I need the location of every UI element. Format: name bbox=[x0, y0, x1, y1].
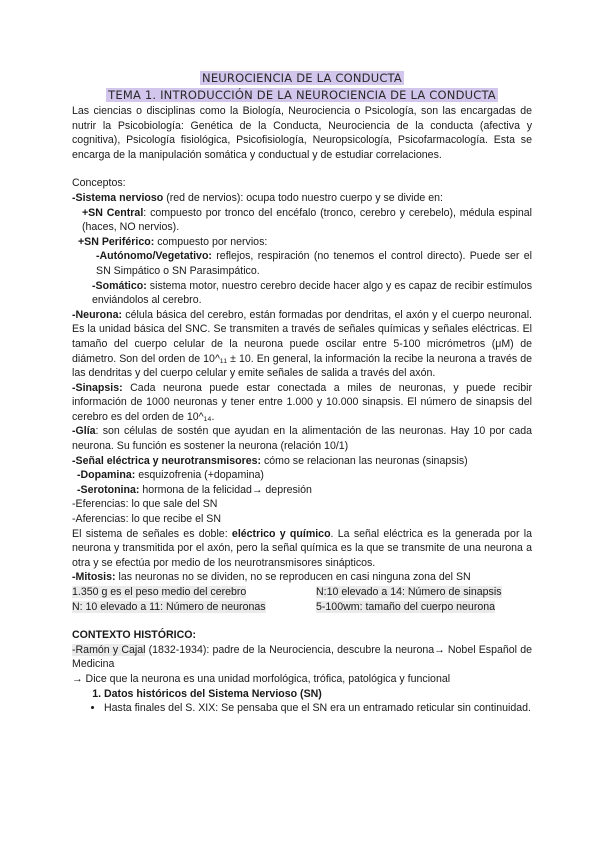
document-title: NEUROCIENCIA DE LA CONDUCTA bbox=[202, 71, 402, 85]
somatico-line: -Somático: sistema motor, nuestro cerebro decide hacer algo y es capaz de recibir estímulos enviándolos al cerebro. bbox=[92, 279, 532, 307]
fact-neuronas: N: 10 elevado a 11: Número de neuronas bbox=[72, 600, 266, 613]
ramon-cajal-line: -Ramón y Cajal (1832-1934): padre de la Neurociencia, descubre la neurona→ Nobel Español de Medicina bbox=[72, 643, 532, 671]
mitosis-line: -Mitosis: las neuronas no se dividen, no se reproducen en casi ninguna zona del SN bbox=[72, 571, 471, 584]
glia-paragraph: -Glía: son células de sostén que ayudan en la alimentación de las neuronas. Hay 10 por cada neurona. Su función es sostener la neurona (relación 10/1) bbox=[72, 425, 532, 453]
bullet-list bbox=[72, 701, 532, 716]
fact-peso: 1.350 g es el peso medio del cerebro bbox=[72, 586, 247, 598]
sistema-nervioso-line: -Sistema nervioso (red de nervios): ocupa todo nuestro cuerpo y se divide en: bbox=[72, 191, 443, 204]
sn-periferico-line: +SN Periférico: compuesto por nervios: bbox=[78, 235, 268, 248]
intro-paragraph: Las ciencias o disciplinas como la Biología, Neurociencia o Psicología, son las encargadas de nutrir la Psicobiología: Genética de la Conducta, Neurociencia de la conducta (afectiva y cognitiva), Psicología fisiológica, Psicofisiología, Neuropsicología, Psicofarmacología. Esta se encarga de la manipulación somática y conductual y de estudiar correlaciones. bbox=[72, 105, 532, 161]
senal-line: -Señal eléctrica y neurotransmisores: cómo se relacionan las neuronas (sinapsis) bbox=[72, 454, 468, 467]
autonomo-line: -Autónomo/Vegetativo: reflejos, respiración (no tenemos el control directo). Puede ser el SN Simpático o SN Parasimpático. bbox=[96, 250, 532, 277]
bullet-item: • Hasta finales del S. XIX: Se pensaba que el SN era un entramado reticular sin continuidad. bbox=[104, 701, 532, 716]
numbered-list bbox=[72, 687, 532, 702]
sn-central-line: +SN Central: compuesto por tronco del encéfalo (tronco, cerebro y cerebelo), médula espinal (haces, NO nervios). bbox=[82, 206, 532, 234]
sinapsis-paragraph: -Sinapsis: Cada neurona puede estar conectada a miles de neuronas, y puede recibir información de 1000 neuronas y tener entre 1.000 y 10.000 sinapsis. El número de sinapsis del cerebro es del orden de 10^₁₄. bbox=[72, 381, 532, 423]
document-page bbox=[72, 70, 532, 716]
highlight-facts bbox=[72, 585, 532, 614]
fact-tamano: 5-100wm: tamaño del cuerpo neurona bbox=[316, 600, 496, 613]
neurona-paragraph: -Neurona: célula básica del cerebro, están formadas por dendritas, el axón y el cuerpo neuronal. Es la unidad básica del SNC. Se transmiten a través de señales químicas y señales eléctricas. El tamaño del cuerpo celular de la neurona puede oscilar entre 5-100 micrómetros (μM) de diámetro. Son del orden de 10^₁₁ ± 10. En general, la información la recibe la neurona a través de las dendritas y del cuerpo celular y emite señales de salida a través del axón. bbox=[72, 308, 532, 380]
dopamina-line: -Dopamina: esquizofrenia (+dopamina) bbox=[77, 469, 264, 482]
senales-paragraph: El sistema de señales es doble: eléctrico y químico. La señal eléctrica es la generada por la neurona y transmitida por el axón, pero la señal química es la que se transmite de una neurona a otra y se efectúa por medio de los neurotransmisores sinápticos. bbox=[72, 527, 532, 569]
numbered-item: 1. Datos históricos del Sistema Nervioso (SN) bbox=[104, 687, 532, 702]
fact-sinapsis: N:10 elevado a 14: Número de sinapsis bbox=[316, 586, 502, 598]
eferencias-line: -Eferencias: lo que sale del SN bbox=[72, 498, 218, 511]
aferencias-line: -Aferencias: lo que recibe el SN bbox=[72, 513, 221, 526]
document-subtitle: TEMA 1. INTRODUCCIÓN DE LA NEUROCIENCIA DE LA CONDUCTA bbox=[108, 88, 496, 102]
serotonina-line: -Serotonina: hormona de la felicidad→ depresión bbox=[77, 483, 312, 496]
conceptos-heading: Conceptos: bbox=[72, 177, 126, 190]
contexto-historico-heading: CONTEXTO HISTÓRICO: bbox=[72, 629, 196, 642]
dice-line: → Dice que la neurona es una unidad morfológica, trófica, patológica y funcional bbox=[72, 672, 451, 685]
